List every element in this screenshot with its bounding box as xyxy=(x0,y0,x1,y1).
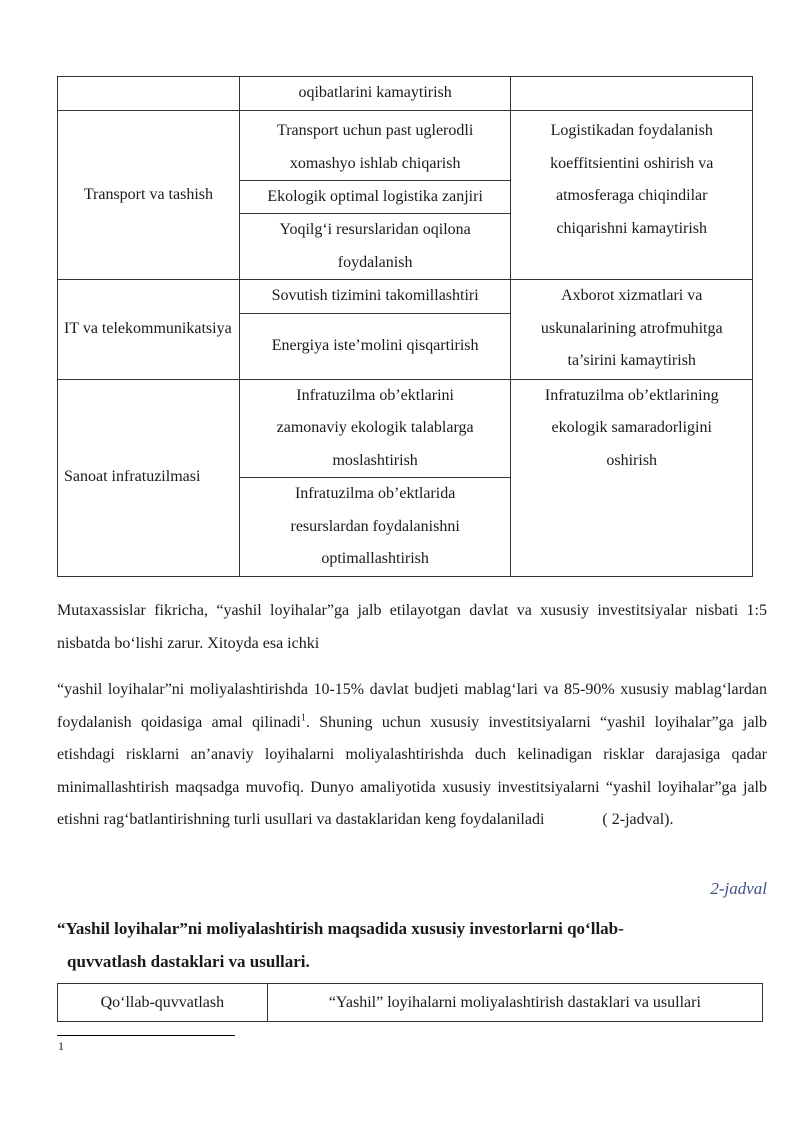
measure-cell: Transport uchun past uglerodli xomashyo ishlab chiqarish xyxy=(239,111,511,181)
footnote-reference[interactable]: 1 xyxy=(300,712,306,724)
measure-cell: Energiya iste’molini qisqartirish xyxy=(239,313,511,379)
result-cell xyxy=(511,111,753,280)
measure-cell: Infratuzilma ob’ektlarida resurslardan foydalanishni optimallashtirish xyxy=(239,478,511,577)
result-label: Logistikadan foydalanish koeffitsientini oshirish va atmosferaga chiqindilar chiqarishni kamaytirish xyxy=(550,122,714,237)
footnote-number: 1 xyxy=(58,1039,64,1053)
measure-cell: oqibatlarini kamaytirish xyxy=(239,77,511,111)
table-row xyxy=(58,280,753,314)
table-title xyxy=(57,913,767,978)
table-row xyxy=(58,111,753,181)
support-methods-table xyxy=(57,983,763,1022)
column-header: “Yashil” loyihalarni moliyalashtirish dastaklari va usullari xyxy=(267,984,762,1022)
table-reference: ( 2-jadval). xyxy=(602,811,674,828)
result-cell xyxy=(511,280,753,380)
paragraph-2 xyxy=(57,674,767,837)
sector-measures-table xyxy=(57,76,753,577)
paragraph-1: Mutaxassislar fikricha, “yashil loyihalar”ga jalb etilayotgan davlat va xususiy investitsiyalar nisbati 1:5 nisbatda bo‘lishi zarur. Xitoyda esa ichki xyxy=(57,602,767,652)
category-cell xyxy=(58,280,240,380)
category-label: IT va telekommunikatsiya xyxy=(64,320,232,337)
measure-cell: Ekologik optimal logistika zanjiri xyxy=(239,181,511,214)
result-label: Infratuzilma ob’ektlarining ekologik samaradorligini oshirish xyxy=(544,386,719,469)
column-header: Qo‘llab-quvvatlash xyxy=(58,984,268,1022)
measure-cell: Infratuzilma ob’ektlarini zamonaviy ekologik talablarga moslashtirish xyxy=(239,379,511,478)
category-cell: Sanoat infratuzilmasi xyxy=(58,379,240,576)
table-row xyxy=(58,379,753,478)
paragraph-2-text: “yashil loyihalar”ni moliyalashtirishda 10-15% davlat budjeti mablag‘lari va 85-90% xususiy mablag‘lardan foydalanish qoidasiga amal qilinadi xyxy=(57,681,767,731)
table-title-line-1: “Yashil loyihalar”ni moliyalashtirish maqsadida xususiy investorlarni qo‘llab- xyxy=(57,919,624,938)
result-cell xyxy=(511,379,753,576)
table-row xyxy=(58,77,753,111)
paragraph-2-text-cont: . Shuning uchun xususiy investitsiyalarni “yashil loyihalar”ga jalb etishdagi risklarni an’anaviy loyihalarni moliyalashtirishda duch kelinadigan risklar darajasiga qadar minimallashtirish maqsadga muvofiq. Dunyo amaliyotida xususiy investitsiyalarni “yashil loyihalar”ga jalb etishni rag‘batlantirishning turli usullari va dastaklaridan keng foydalaniladi xyxy=(57,713,767,828)
category-label: Transport va tashish xyxy=(83,185,213,203)
category-cell xyxy=(58,77,240,111)
measure-cell: Yoqilg‘i resurslaridan oqilona foydalanish xyxy=(239,214,511,280)
result-label: Axborot xizmatlari va uskunalarining atrofmuhitga ta’sirini kamaytirish xyxy=(540,287,723,369)
table-header-row xyxy=(58,984,763,1022)
table-title-line-2: quvvatlash dastaklari va usullari. xyxy=(67,951,310,971)
table-label: 2-jadval xyxy=(710,879,767,898)
measure-cell: Sovutish tizimini takomillashtiri xyxy=(239,280,511,314)
category-cell xyxy=(58,111,240,280)
result-cell xyxy=(511,77,753,111)
footnote-separator xyxy=(57,1035,235,1036)
